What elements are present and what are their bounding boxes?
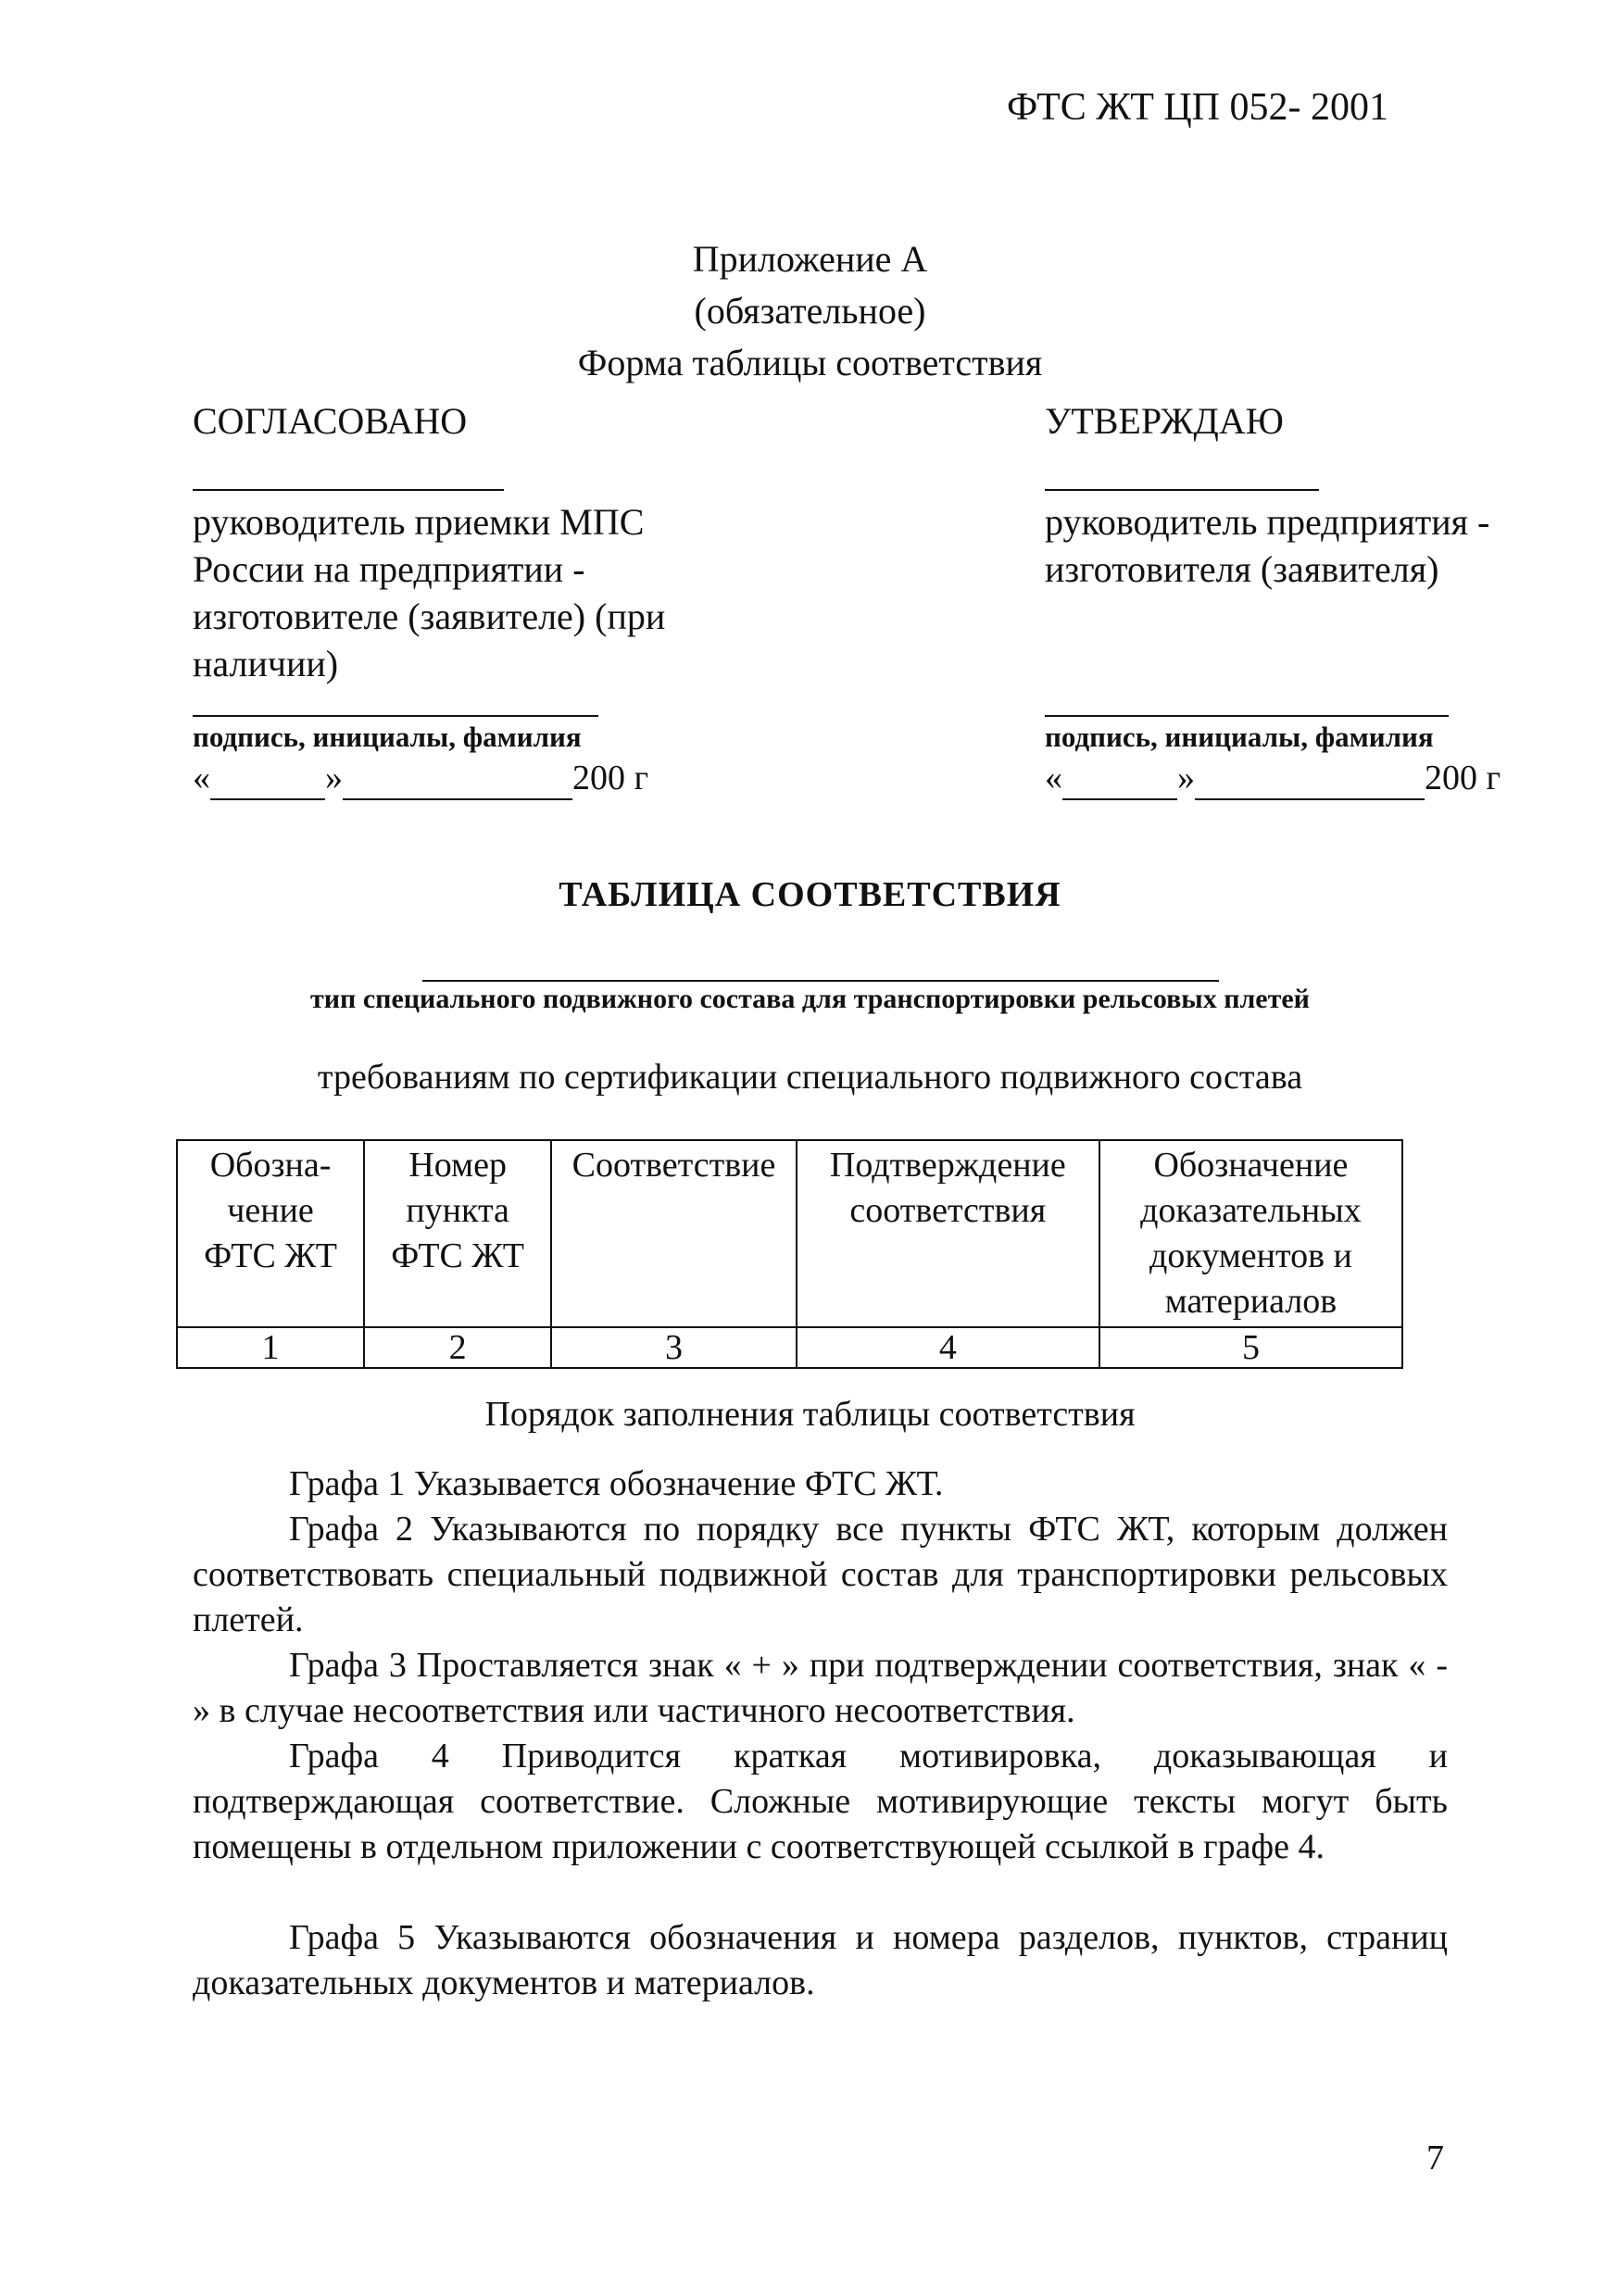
table-number-row	[177, 1327, 1402, 1368]
document-code: ФТС ЖТ ЦП 052- 2001	[1006, 86, 1388, 129]
fill-order-paragraph: Графа 2 Указываются по порядку все пункты ФТС ЖТ, которым должен соответствовать специальный подвижной состав для транспортировки рельсовых плетей.	[193, 1510, 1448, 1639]
approve-signature-caption: подпись, инициалы, фамилия	[1045, 721, 1434, 753]
header-cell-designation	[177, 1140, 364, 1327]
date-close-quote: »	[325, 759, 343, 797]
fill-order-paragraph: Графа 1 Указывается обозначение ФТС ЖТ.	[289, 1464, 944, 1503]
column-number: 1	[177, 1327, 364, 1368]
header-cell-conformity	[551, 1140, 797, 1327]
approval-left	[193, 398, 767, 445]
date-close-quote: »	[1177, 759, 1195, 797]
header-cell-clause	[364, 1140, 551, 1327]
rolling-stock-type-caption: тип специального подвижного состава для транспортировки рельсовых плетей	[310, 984, 1310, 1014]
agreed-date-line	[193, 758, 648, 800]
signature-line	[193, 715, 598, 717]
approve-heading: УТВЕРЖДАЮ	[1045, 400, 1284, 442]
appendix-form-name: Форма таблицы соответствия	[577, 342, 1043, 383]
agreed-heading: СОГЛАСОВАНО	[193, 400, 468, 442]
date-month-blank	[343, 758, 572, 800]
date-open-quote: «	[1045, 759, 1062, 797]
header-text: Номер пункта ФТС ЖТ	[391, 1146, 525, 1275]
page-number: 7	[1426, 2139, 1444, 2177]
type-blank-line	[422, 980, 1219, 982]
date-year: 200 г	[1425, 759, 1501, 797]
header-text: Подтверждение соответствия	[829, 1146, 1066, 1230]
header-cell-confirmation	[797, 1140, 1099, 1327]
fill-order-paragraph: Графа 3 Проставляется знак « + » при подтверждении соответствия, знак « - » в случае несоответствия или частичного несоответствия.	[193, 1646, 1448, 1730]
signature-line	[1045, 715, 1449, 717]
approve-date-line	[1045, 758, 1501, 800]
header-text: Соответствие	[571, 1146, 776, 1185]
agreed-signature-caption: подпись, инициалы, фамилия	[193, 721, 582, 753]
date-day-blank	[1062, 758, 1177, 800]
fill-order-paragraph: Графа 5 Указываются обозначения и номера разделов, пунктов, страниц доказательных документов и материалов.	[193, 1918, 1448, 2002]
column-number: 4	[797, 1327, 1099, 1368]
table-header-row	[177, 1140, 1402, 1327]
column-number: 5	[1099, 1327, 1402, 1368]
column-number: 2	[364, 1327, 551, 1368]
header-text: Обозначение доказательных документов и материалов	[1140, 1146, 1362, 1321]
signature-line	[193, 489, 504, 491]
conformity-table	[176, 1139, 1403, 1369]
appendix-label: Приложение А	[692, 238, 928, 280]
agreed-role: руководитель приемки МПС России на предприятии - изготовителе (заявителе) (при наличии)	[193, 501, 666, 684]
requirements-line: требованиям по сертификации специального подвижного состава	[317, 1058, 1303, 1097]
column-number: 3	[551, 1327, 797, 1368]
conformity-table-title: ТАБЛИЦА СООТВЕТСТВИЯ	[559, 875, 1061, 914]
fill-order-paragraph: Графа 4 Приводится краткая мотивировка, доказывающая и подтверждающая соответствие. Сложные мотивирующие тексты могут быть помещены в отдельном приложении с соответствующей ссылкой в графе 4.	[193, 1737, 1448, 1866]
signature-line	[1045, 489, 1319, 491]
date-month-blank	[1195, 758, 1425, 800]
header-cell-documents	[1099, 1140, 1402, 1327]
header-text: Обозна- чение ФТС ЖТ	[204, 1146, 337, 1275]
approve-role: руководитель предприятия - изготовителя (заявителя)	[1045, 501, 1490, 590]
approval-right	[1045, 398, 1563, 445]
appendix-status: (обязательное)	[694, 290, 926, 332]
date-open-quote: «	[193, 759, 210, 797]
fill-order-title: Порядок заполнения таблицы соответствия	[484, 1395, 1136, 1434]
date-year: 200 г	[572, 759, 649, 797]
appendix-title	[0, 233, 1620, 389]
date-day-blank	[210, 758, 325, 800]
